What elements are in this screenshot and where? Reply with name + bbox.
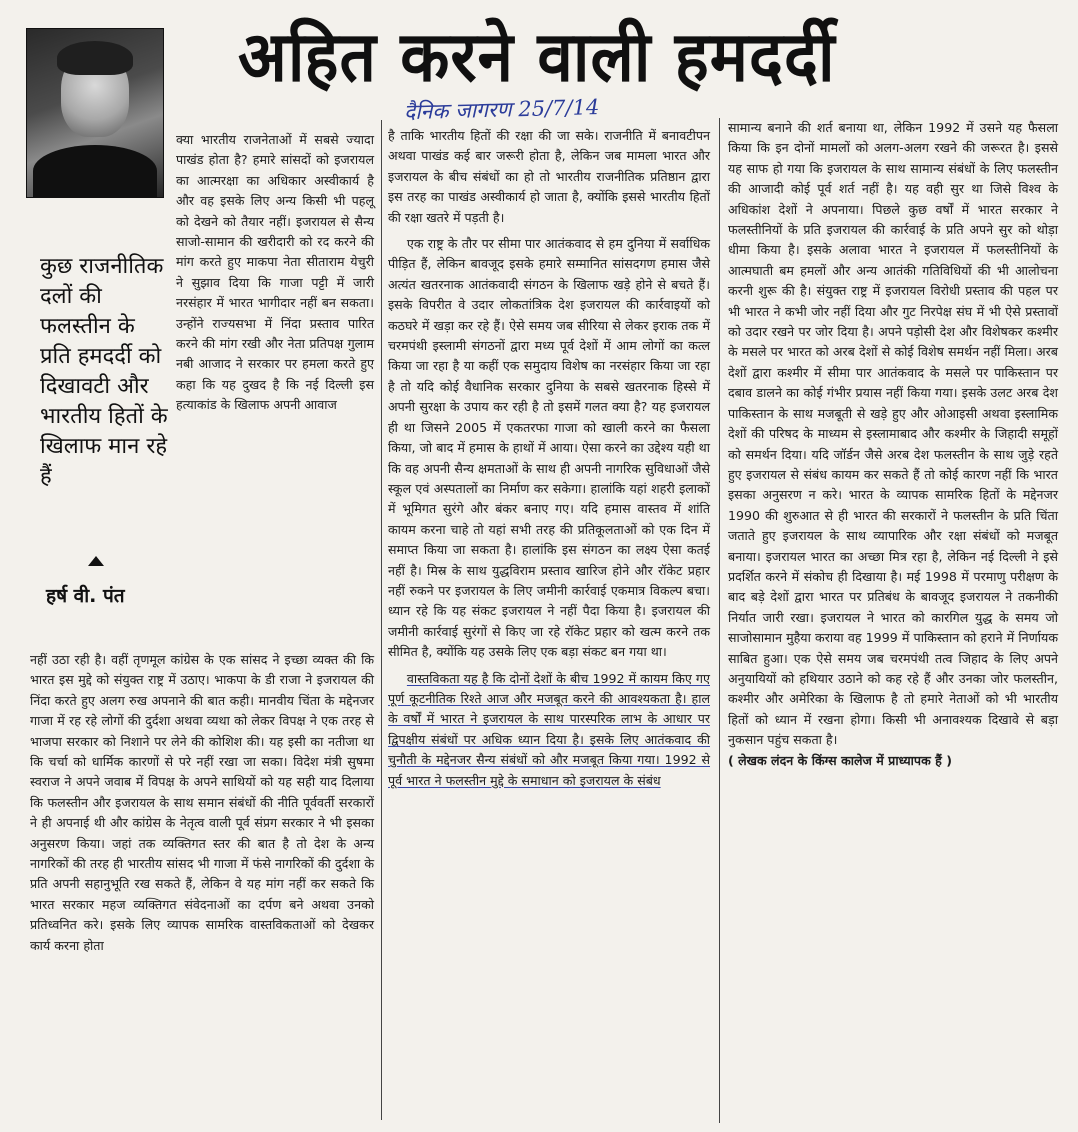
pull-quote: कुछ राजनीतिक दलों की फलस्तीन के प्रति हमदर्दी को दिखावटी और भारतीय हितों के खिलाफ मान रहे हैं: [40, 254, 168, 489]
handwritten-date-note: दैनिक जागरण 25/7/14: [403, 95, 600, 125]
author-byline: हर्ष वी. पंत: [46, 585, 125, 607]
author-photo: [26, 28, 164, 198]
author-note: ( लेखक लंदन के किंग्स कालेज में प्राध्यापक हैं ): [728, 752, 952, 768]
triangle-marker-icon: [88, 556, 104, 566]
paragraph: नहीं उठा रही है। वहीं तृणमूल कांग्रेस के एक सांसद ने इच्छा व्यक्त की कि भारत इस मुद्दे को संयुक्त राष्ट्र में उठाए। भाकपा के डी राजा ने इजरायल की निंदा करते हुए अलग रुख अपनाने की बात कही। मानवीय चिंता के मद्देनजर गाजा में रह रहे लोगों की दुर्दशा अथवा व्यथा को लेकर विपक्ष ने एक तरह से भाजपा सरकार को निशाने पर लेने की कोशिश की। यह इसी का नतीजा था कि चर्चा को धार्मिक कारणों से परे नहीं रखा जा सका। विदेश मंत्री सुषमा स्वराज ने अपने जवाब में विपक्ष के अपने साथियों को यह सही याद दिलाया कि फलस्तीन और इजरायल के साथ समान संबंधों की नीति पूर्ववर्ती सरकारों ने ही अपनाई थी और कांग्रेस के नेतृत्व वाली पूर्व संप्रग सरकार ने भी इसका अनुसरण किया। जहां तक व्यक्तिगत स्तर की बात है तो देश के अन्य नागरिकों की तरह ही भारतीय सांसद भी गाजा में फंसे नागरिकों की दुर्दशा के प्रति अपनी सहानुभूति रख सकते हैं, लेकिन वे यह मांग नहीं कर सकते कि भारत सरकार महज व्यक्तिगत संवेदनाओं का दर्पण बने अथवा उनको प्रतिध्वनित करे। इसके लिए व्यापक सामरिक वास्तविकताओं को देखकर कार्य करना होता: [30, 652, 375, 953]
column-2: [388, 126, 710, 1111]
paragraph: एक राष्ट्र के तौर पर सीमा पार आतंकवाद से हम दुनिया में सर्वाधिक पीड़ित हैं, लेकिन बावजूद इसके हमारे सम्मानित सांसदगण हमास जैसे अत्यंत खतरनाक आतंकवादी संगठन के खिलाफ खड़े होने से बचते हैं। इसके विपरीत वे उदार लोकतांत्रिक देश इजरायल की कार्रवाइयों को कठघरे में खड़ा कर रहे हैं। ऐसे समय जब सीरिया से लेकर इराक तक में चरमपंथी इस्लामी संगठनों द्वारा मध्य पूर्व देशों में आम लोगों का कत्ल किया जा रहा है या कहीं एक समुदाय विशेष का नरसंहार किया जा रहा है तो यदि कोई वैधानिक सरकार दुनिया के सबसे खतरनाक हिस्से में अपनी सुरक्षा के उपाय कर रही है तो इसमें गलत क्या है? यह इजरायल ही था जिसने 2005 में एकतरफा गाजा को खाली करने का फैसला किया, जो बाद में हमास के हाथों में आया। ऐसा करने का उद्देश्य यही था कि वह अपनी सैन्य क्षमताओं के साथ ही अपनी नागरिक सुविधाओं जैसे स्कूल एवं अस्पतालों का निर्माण कर सकेगा। हालांकि यहां शहरी इलाकों में भूमिगत सुरंगे और बंकर बनाए गए। यदि हमास वास्तव में शांति कायम करना चाहे तो यहां सभी तरह की प्रतिकूलताओं को एक दिन में समाप्त किया जा सकता है। हालांकि इस संगठन का लक्ष्य ऐसा कतई नहीं है। मिस्र के साथ युद्धविराम प्रस्ताव खारिज होने और रॉकेट प्रहार नहीं रुकने पर इजरायल के लिए जमीनी कार्रवाई एकमात्र विकल्प बचा। ध्यान रहे कि यह संकट इजरायल ने नहीं पैदा किया है। इजरायल की जमीनी कार्रवाई सुरंगों से किए जा रहे रॉकेट प्रहार को खत्म करने तक सीमित है, क्योंकि यह उसके लिए एक बड़ा संकट बन गया था।: [388, 236, 710, 660]
author-photo-hair: [57, 41, 133, 75]
headline: अहित करने वाली हमदर्दी: [238, 17, 836, 98]
paragraph: सामान्य बनाने की शर्त बनाया था, लेकिन 1992 में उसने यह फैसला किया कि इन दोनों मामलों को अलग-अलग रखने की जरूरत है। इससे यह साफ हो गया कि इजरायल के साथ सामान्य संबंधों के लिए फलस्तीन की आजादी कोई पूर्व शर्त नहीं है। यह वही सुर था जिसे विश्व के अधिकांश देशों ने अपनाया। पिछले कुछ वर्षों में भारत सरकार ने फलस्तीनियों के प्रति इजरायल की कार्रवाई के प्रति अपने सुर को थोड़ा धीमा किया है। इसके अलावा भारत ने इजरायल में फलस्तीनियों के आत्मघाती बम हमलों और अन्य आतंकी गतिविधियों की भी आलोचना करनी शुरू की है। संयुक्त राष्ट्र में इजरायल विरोधी प्रस्ताव की पहल पर भी भारत ने कभी जोर नहीं दिया और गुट निरपेक्ष संघ में भी ऐसे प्रस्तावों को उदार रखने पर जोर दिया है। अपने पड़ोसी देश और विशेषकर कश्मीर के मसले पर भारत को अरब देशों से कोई विशेष समर्थन नहीं मिला। अरब देशों द्वारा कश्मीर में सीमा पार आतंकवाद के मसले पर पाकिस्तान पर दबाव डालने का कोई गंभीर प्रयास नहीं किया गया। इसके उलट अरब देश पाकिस्तान के साथ मजबूती से खड़े हुए और ओआइसी अथवा इस्लामिक देशों की परिषद के माध्यम से इस्लामाबाद और कश्मीर के जिहादी समूहों को समर्थन दिया। यदि जॉर्डन जैसे अरब देश फलस्तीन के साथ जुड़े रहते हुए इजरायल से संबंध कायम कर सकते हैं तो कोई कारण नहीं कि भारत इसका अनुसरण न करे। भारत के व्यापक सामरिक हितों के मद्देनजर 1990 की शुरुआत से ही भारत की सरकारों ने फलस्तीन के प्रति चिंता जताते हुए इजरायल के साथ व्यापारिक और रक्षा संबंधों को मजबूत बनाया। इजरायल भारत का अच्छा मित्र रहा है, लेकिन नई दिल्ली ने इसे प्रदर्शित करने में संकोच ही दिखाया है। मई 1998 में परमाणु परीक्षण के बाद बड़े देशों द्वारा भारत पर प्रतिबंध के बावजूद इजरायल ने तकनीकी निर्यात जारी रखा। इजरायल ने भारत को कारगिल युद्ध के समय जो साजोसामान मुहैया कराया वह 1999 में पाकिस्तान को हराने में निर्णायक साबित हुआ। एक ऐसे समय जब चरमपंथी तत्व जिहाद के लिए अपने अनुयायियों को हथियार उठाने को कह रहे हैं और उनका जोर फलस्तीन, कश्मीर और अमेरिका के खिलाफ है तो हमारे नेताओं को भी भारतीय हितों को ध्यान में रखना होगा। किसी भी अनावश्यक दिखावे से बड़ा नुकसान पहुंच सकता है।: [728, 120, 1058, 748]
paragraph: क्या भारतीय राजनेताओं में सबसे ज्यादा पाखंड होता है? हमारे सांसदों को इजरायल का आत्मरक्षा का अधिकार अस्वीकार्य है और वह इसके लिए अन्य किसी भी पहलू को देखने को तैयार नहीं। इजरायल से सैन्य साजो-सामान की खरीदारी को रद करने की मांग करते हुए माकपा नेता सीताराम येचुरी ने सुझाव दिया कि गाजा पट्टी में जारी नरसंहार में भारत भागीदार नहीं बन सकता। उन्होंने राज्यसभा में निंदा प्रस्ताव पारित करने की मांग रखी और नेता प्रतिपक्ष गुलाम नबी आजाद ने सरकार पर हमला करते हुए कहा कि यह दुखद है कि नई दिल्ली इस हत्याकांड के खिलाफ अपनी आवाज: [176, 132, 374, 413]
column-1-bottom: [30, 650, 374, 1120]
paragraph: वास्तविकता यह है कि दोनों देशों के बीच 1992 में कायम किए गए पूर्ण कूटनीतिक रिश्ते आज और मजबूत करने की आवश्यकता है। हाल के वर्षों में भारत ने इजरायल के साथ पारस्परिक लाभ के आधार पर द्विपक्षीय संबंधों पर अधिक ध्यान दिया है। इसके लिए आतंकवाद की चुनौती के मद्देनजर सैन्य संबंधों को और मजबूत किया गया। 1992 से पूर्व भारत ने फलस्तीन मुद्दे के समाधान को इजरायल के संबंध: [388, 670, 710, 788]
column-3: [728, 118, 1058, 1128]
column-divider-2: [719, 118, 720, 1123]
author-photo-shoulders: [33, 145, 157, 197]
column-divider-1: [381, 120, 382, 1120]
column-1-top: [176, 130, 374, 650]
paragraph: है ताकि भारतीय हितों की रक्षा की जा सके। राजनीति में बनावटीपन अथवा पाखंड कई बार जरूरी होता है, लेकिन जब मामला भारत और इजरायल के बीच संबंधों का हो तो भारतीय राजनीतिक प्रतिष्ठान द्वारा इस तरह का पाखंड अस्वीकार्य हो जाता है, क्योंकि इससे भारतीय हितों की रक्षा खतरे में पड़ती है।: [388, 128, 710, 225]
